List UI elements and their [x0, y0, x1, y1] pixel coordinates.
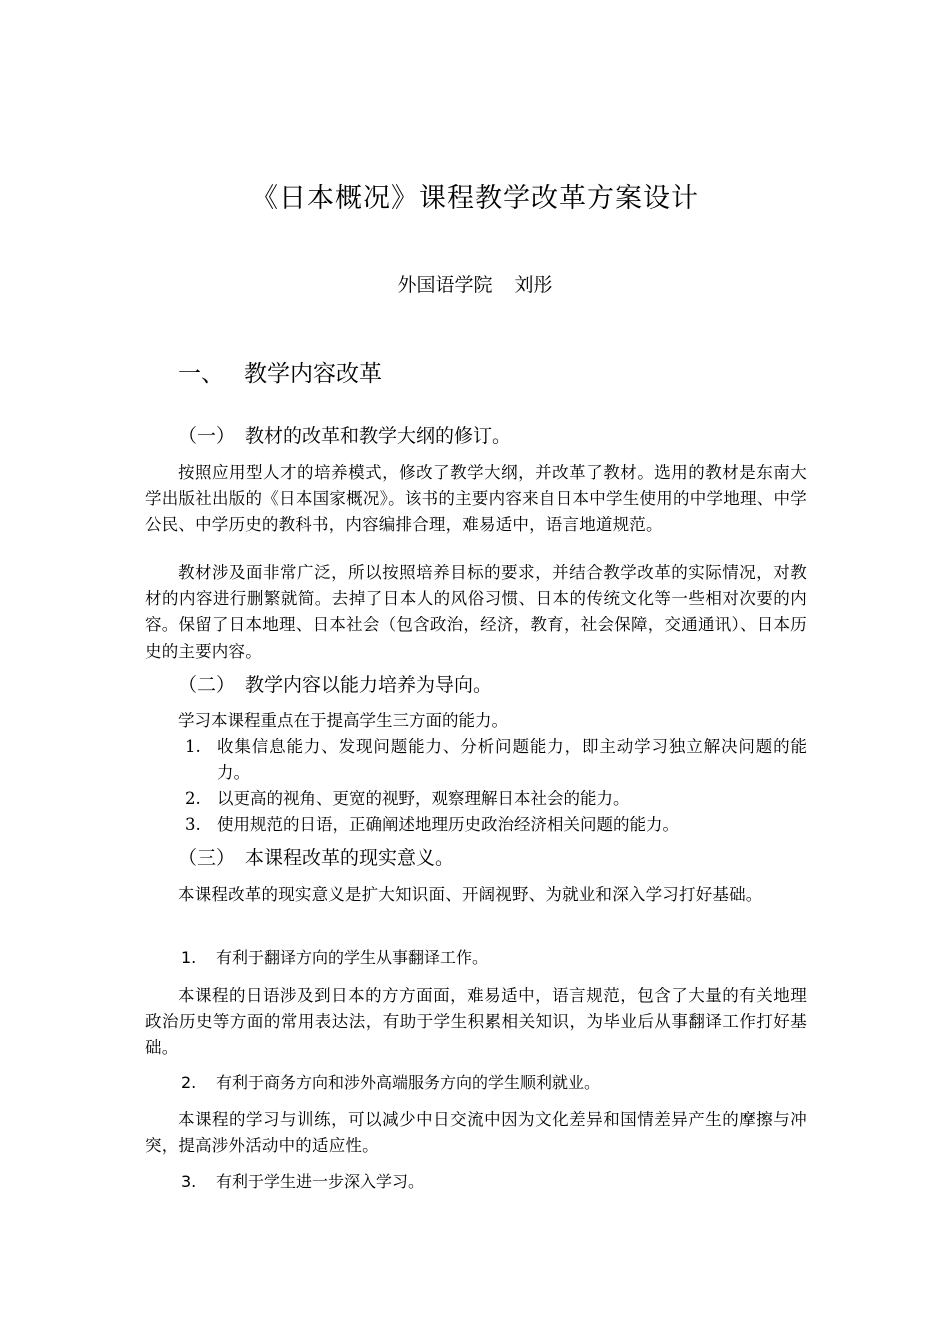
subsection-title: 教学内容以能力培养为导向。	[245, 674, 493, 696]
point-title: 有利于学生进一步深入学习。	[216, 1172, 425, 1191]
list-marker: 3.	[185, 815, 201, 834]
subsection-heading-3	[178, 845, 454, 872]
author-name: 刘彤	[514, 274, 553, 296]
point-heading-1	[181, 946, 488, 970]
subsection-title: 本课程改革的现实意义。	[245, 847, 455, 869]
list-item	[185, 786, 807, 812]
subsection-number: （三）	[178, 847, 236, 869]
document-title: 《日本概况》课程教学改革方案设计	[251, 183, 699, 214]
paragraph: 教材涉及面非常广泛，所以按照培养目标的要求，并结合教学改革的实际情况，对教材的内容进行删繁就简。去掉了日本人的风俗习惯、日本的传统文化等一些相对次要的内容。保留了日本地理、日本社会（包含政治，经济，教育，社会保障，交通通讯）、日本历史的主要内容。	[145, 563, 807, 661]
paragraph: 本课程的学习与训练，可以减少中日交流中因为文化差异和国情差异产生的摩擦与冲突，提高涉外活动中的适应性。	[145, 1110, 807, 1156]
list-marker: 2.	[185, 789, 201, 808]
list-item	[185, 734, 807, 786]
paragraph: 本课程改革的现实意义是扩大知识面、开阔视野、为就业和深入学习打好基础。	[178, 885, 763, 904]
point-number: 2.	[181, 1073, 197, 1092]
point-heading-2	[181, 1071, 600, 1095]
subsection-title: 教材的改革和教学大纲的修订。	[245, 425, 512, 447]
point-number: 3.	[181, 1172, 197, 1191]
section-title: 教学内容改革	[244, 361, 382, 387]
point-title: 有利于翻译方向的学生从事翻译工作。	[216, 948, 489, 967]
list-item-text: 以更高的视角、更宽的视野，观察理解日本社会的能力。	[217, 789, 630, 808]
ability-list	[185, 734, 807, 838]
point-title: 有利于商务方向和涉外高端服务方向的学生顺利就业。	[216, 1073, 601, 1092]
list-marker: 1.	[185, 737, 201, 756]
paragraph: 本课程的日语涉及到日本的方方面面，难易适中，语言规范，包含了大量的有关地理政治历史等方面的常用表达法，有助于学生积累相关知识，为毕业后从事翻译工作打好基础。	[145, 986, 807, 1058]
list-item	[185, 812, 807, 838]
author-line	[0, 272, 950, 298]
list-item-text: 使用规范的日语，正确阐述地理历史政治经济相关问题的能力。	[217, 815, 679, 834]
list-item-text: 收集信息能力、发现问题能力、分析问题能力，即主动学习独立解决问题的能力。	[217, 737, 807, 782]
paragraph: 按照应用型人才的培养模式，修改了教学大纲，并改革了教材。选用的教材是东南大学出版社出版的《日本国家概况》。该书的主要内容来自日本中学生使用的中学地理、中学公民、中学历史的教科书，内容编排合理，难易适中，语言地道规范。	[145, 463, 807, 535]
section-number: 一、	[178, 361, 224, 387]
author-department: 外国语学院	[397, 274, 493, 296]
paragraph: 学习本课程重点在于提高学生三方面的能力。	[178, 711, 508, 730]
section-heading-1	[178, 358, 382, 390]
subsection-heading-2	[178, 672, 492, 699]
subsection-number: （二）	[178, 674, 236, 696]
point-heading-3	[181, 1170, 424, 1194]
subsection-number: （一）	[178, 425, 236, 447]
point-number: 1.	[181, 948, 197, 967]
subsection-heading-1	[178, 423, 511, 450]
